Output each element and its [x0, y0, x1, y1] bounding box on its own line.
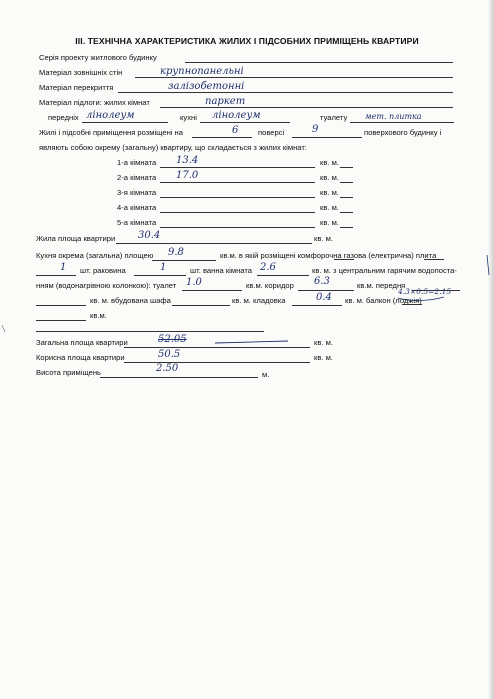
stove-count-value: 1 — [60, 262, 67, 273]
walls-value: крупнопанельні — [160, 66, 244, 77]
room2-label: 2-а кімната — [117, 173, 157, 182]
floors-total-value: 9 — [312, 124, 319, 135]
kitchen-area-label: Кухня окрема (загальна) площею — [36, 251, 154, 260]
corridor-label: кв.м. коридор — [246, 281, 294, 290]
sink-count-value: 1 — [160, 262, 167, 273]
room4-label: 4-а кімната — [117, 203, 157, 212]
total-area-value: 52.05 — [158, 334, 187, 345]
kitchen-label: кухні — [180, 113, 197, 122]
total-strikethrough-stroke — [215, 341, 288, 343]
room3-label: 3-я кімната — [117, 188, 157, 197]
edge-scan-mark — [2, 325, 5, 332]
floor-line-a: Жилі і підсобні приміщення розміщені на — [39, 128, 183, 137]
height-unit: м. — [262, 370, 270, 379]
margin-tick-mark — [487, 255, 489, 275]
floor-number-value: 6 — [232, 125, 239, 136]
toilet-label: туалету — [320, 113, 348, 122]
balcony-underline-stroke — [398, 297, 444, 301]
hall-value: лінолеум — [86, 110, 135, 121]
living-area-unit: кв. м. — [314, 234, 333, 243]
total-area-unit: кв. м. — [314, 338, 333, 347]
rooms-intro: являють собою окрему (загальну) квартиру, що складається з жилих кімнат: — [39, 143, 307, 152]
balcony-label: кв. м. балкон (лоджія) — [345, 296, 422, 305]
toilet-floor-value: мет. плитка — [365, 112, 422, 121]
wardrobe-label: кв. м. вбудована шафа — [90, 296, 171, 305]
ceiling-value: залізобетонні — [168, 81, 245, 92]
hall-label: передніх — [48, 113, 79, 122]
corridor-value: 6.3 — [314, 276, 330, 287]
kitchen-area-rest: кв.м. в якій розміщені комфорочна газова (електрична) плита — [220, 251, 437, 260]
toilet-area-value: 1.0 — [186, 277, 202, 288]
toilet-area-label: нням (водонагрівною колонкою): туалет — [36, 281, 177, 290]
kitchen-floor-value: лінолеум — [212, 110, 261, 121]
hot-water-label: кв. м. з центральним гарячим водопоста- — [312, 266, 457, 275]
living-area-label: Жила площа квартири — [36, 234, 116, 243]
bath-label: шт. ванна кімната — [190, 266, 252, 275]
ceiling-label: Матеріал перекриття — [39, 83, 114, 92]
blank-area-unit: кв.м. — [90, 311, 107, 320]
room1-label: 1-а кімната — [117, 158, 157, 167]
height-label: Висота приміщень — [36, 368, 101, 377]
section-title: III. ТЕХНІЧНА ХАРАКТЕРИСТИКА ЖИЛИХ І ПІДСОБНИХ ПРИМІЩЕНЬ КВАРТИРИ — [75, 36, 419, 46]
balcony-calc-value: 4.3×0.5=2.15 — [398, 287, 452, 296]
storage-label: кв. м. кладовка — [232, 296, 286, 305]
height-value: 2.50 — [156, 363, 179, 374]
useful-area-value: 50.5 — [158, 349, 181, 360]
room4-unit: кв. м. — [320, 203, 339, 212]
total-area-label: Загальна площа квартири — [36, 338, 128, 347]
room1-value: 13.4 — [176, 155, 199, 166]
useful-area-label: Корисна площа квартири — [36, 353, 125, 362]
kitchen-area-value: 9.8 — [168, 247, 184, 258]
sink-label: шт. раковина — [80, 266, 126, 275]
room1-unit: кв. м. — [320, 158, 339, 167]
floor-rooms-label: Матеріал підлоги: жилих кімнат — [39, 98, 150, 107]
useful-area-unit: кв. м. — [314, 353, 333, 362]
floor-line-b: поверсі — [258, 128, 285, 137]
room5-label: 5-а кімната — [117, 218, 157, 227]
room2-value: 17.0 — [176, 170, 199, 181]
series-label: Серія проекту житлового будинку — [39, 53, 157, 62]
floor-rooms-value: паркет — [205, 96, 246, 107]
room2-unit: кв. м. — [320, 173, 339, 182]
walls-label: Матеріал зовнішніх стін — [39, 68, 123, 77]
storage-value: 0.4 — [316, 292, 332, 303]
living-area-value: 30.4 — [138, 230, 161, 241]
room3-unit: кв. м. — [320, 188, 339, 197]
room5-unit: кв. м. — [320, 218, 339, 227]
hall-area-label: кв.м. передня — [357, 281, 406, 290]
floor-line-c: поверхового будинку і — [364, 128, 442, 137]
bath-value: 2.6 — [260, 262, 276, 273]
